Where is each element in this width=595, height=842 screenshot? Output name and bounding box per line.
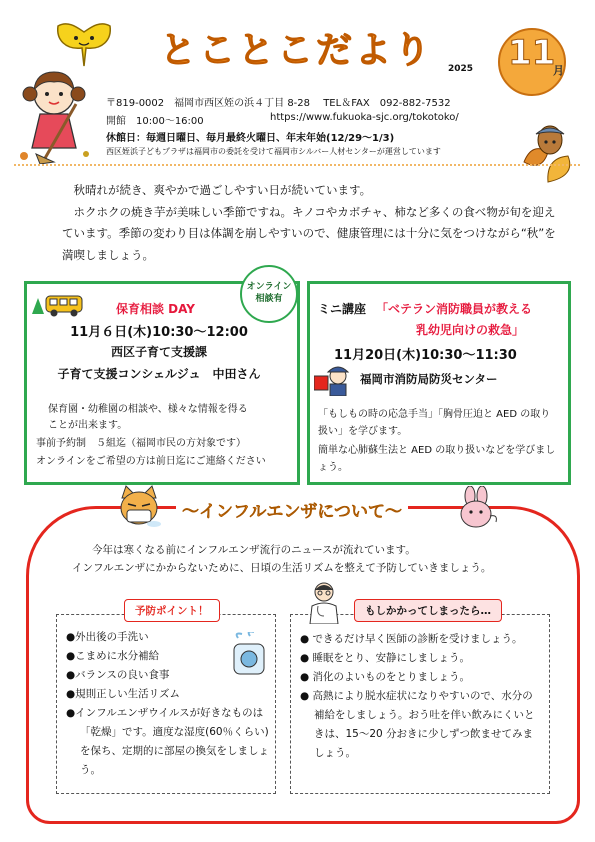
event2-venue: 福岡市消防局防災センター — [360, 372, 498, 386]
page-title: とことこだより — [160, 30, 434, 71]
prevention-list-bottom — [66, 704, 270, 780]
intro-paragraph-2: ホクホクの焼き芋が美味しい季節ですね。キノコやカボチャ、柿など多くの食べ物が旬を迎えています。季節の変わり目は体調を崩しやすいので、健康管理には十分に気をつけながら“秋”を満喫しましょう。 — [62, 204, 556, 262]
closed-days: 休館日：毎週日曜日、毎月最終火曜日、年末年始(12/29～1/3) — [106, 133, 395, 144]
year-label: 2025 — [448, 64, 474, 74]
ginkgo-leaf-icon — [52, 18, 116, 68]
operator-note: 西区姪浜子どもプラザは福岡市の委託を受けて福岡市シルバー人材センターが運営しています — [106, 147, 441, 156]
influenza-title: ～インフルエンザについて～ — [176, 497, 408, 522]
infected-label: もしかかってしまったら… — [354, 599, 502, 622]
event1-datetime: 11月６日(木)10:30～12:00 — [70, 325, 248, 340]
month-number: 11 — [508, 33, 556, 73]
infected-item: ● 消化のよいものをとりましょう。 — [300, 671, 470, 683]
prevention-list-top — [66, 628, 226, 704]
event2-prefix: ミニ講座 — [318, 302, 367, 316]
prevention-item: ●インフルエンザウイルスが好きなものは「乾燥」です。適度な湿度(60％くらい)を保ち、定期的に部屋の換気をしましょう。 — [66, 707, 269, 776]
event2-desc-2: 簡単な心肺蘇生法と AED の取り扱いなどを学びましょう。 — [318, 445, 556, 473]
prevention-item: ●バランスの良い食事 — [66, 669, 170, 681]
prevention-label: 予防ポイント！ — [124, 599, 220, 622]
event1-online-note: オンラインをご希望の方は前日迄にご連絡ください — [36, 456, 266, 467]
event1-title: 保育相談 DAY — [116, 302, 195, 316]
infected-item: ● できるだけ早く医師の診断を受けましょう。 — [300, 633, 523, 645]
infected-item: ● 高熱により脱水症状になりやすいので、水分の補給をしましょう。おう吐を伴い飲みにくいときは、15～20 分おきに少しずつ飲ませてみましょう。 — [300, 690, 535, 759]
event1-desc-1: 保育園・幼稚園の相談や、様々な情報を得る — [48, 404, 248, 415]
badge-line-1: オンライン — [246, 282, 292, 292]
prevention-item: ●こまめに水分補給 — [66, 650, 160, 662]
influenza-intro-1: 今年は寒くなる前にインフルエンザ流行のニュースが流れています。 — [92, 544, 416, 556]
event2-title-2: 乳幼児向けの救急」 — [416, 323, 525, 337]
website-url[interactable]: https://www.fukuoka-sjc.org/tokotoko/ — [270, 112, 459, 123]
month-unit: 月 — [553, 64, 564, 77]
prevention-item: ●規則正しい生活リズム — [66, 688, 180, 700]
event2-datetime: 11月20日(木)10:30～11:30 — [334, 348, 517, 363]
online-consult-badge — [240, 265, 298, 323]
event1-consultant: 子育て支援コンシェルジュ 中田さん — [57, 367, 261, 381]
infected-list — [300, 630, 540, 763]
event1-reservation: 事前予約制 ５組迄（福岡市民の方対象です） — [36, 438, 246, 449]
prevention-item: ●外出後の手洗い — [66, 631, 149, 643]
intro-text — [62, 180, 557, 266]
infected-item: ● 睡眠をとり、安静にしましょう。 — [300, 652, 470, 664]
doctor-icon — [304, 580, 344, 624]
event1-organizer: 西区子育て支援課 — [110, 345, 207, 359]
cat-mask-icon — [114, 484, 164, 530]
event2-desc-1: 「もしもの時の応急手当」「胸骨圧迫と AED の取り扱い」を学びます。 — [318, 409, 551, 437]
opening-hours: 開館 10:00～16:00 — [106, 116, 204, 127]
header-divider — [14, 164, 580, 166]
acorn-leaves-icon — [518, 122, 582, 186]
badge-line-2: 相談有 — [255, 294, 283, 304]
intro-paragraph-1: 秋晴れが続き、爽やかで過ごしやすい日が続いています。 — [73, 183, 372, 197]
rabbit-icon — [452, 486, 502, 530]
girl-sweeping-icon — [14, 64, 102, 164]
influenza-intro-2: インフルエンザにかからないために、日頃の生活リズムを整えて予防していきましょう。 — [72, 562, 492, 574]
firefighter-icon — [314, 362, 354, 396]
address-line: 〒819-0002 福岡市西区姪の浜４丁目 8-28 TEL＆FAX 092-882-7532 — [106, 98, 451, 109]
kindergarten-bus-icon — [30, 292, 84, 318]
event1-desc-2: ことが出来ます。 — [48, 420, 128, 431]
event2-title-1: 「ベテラン消防職員が教える — [376, 302, 533, 316]
humidifier-icon — [228, 632, 272, 678]
